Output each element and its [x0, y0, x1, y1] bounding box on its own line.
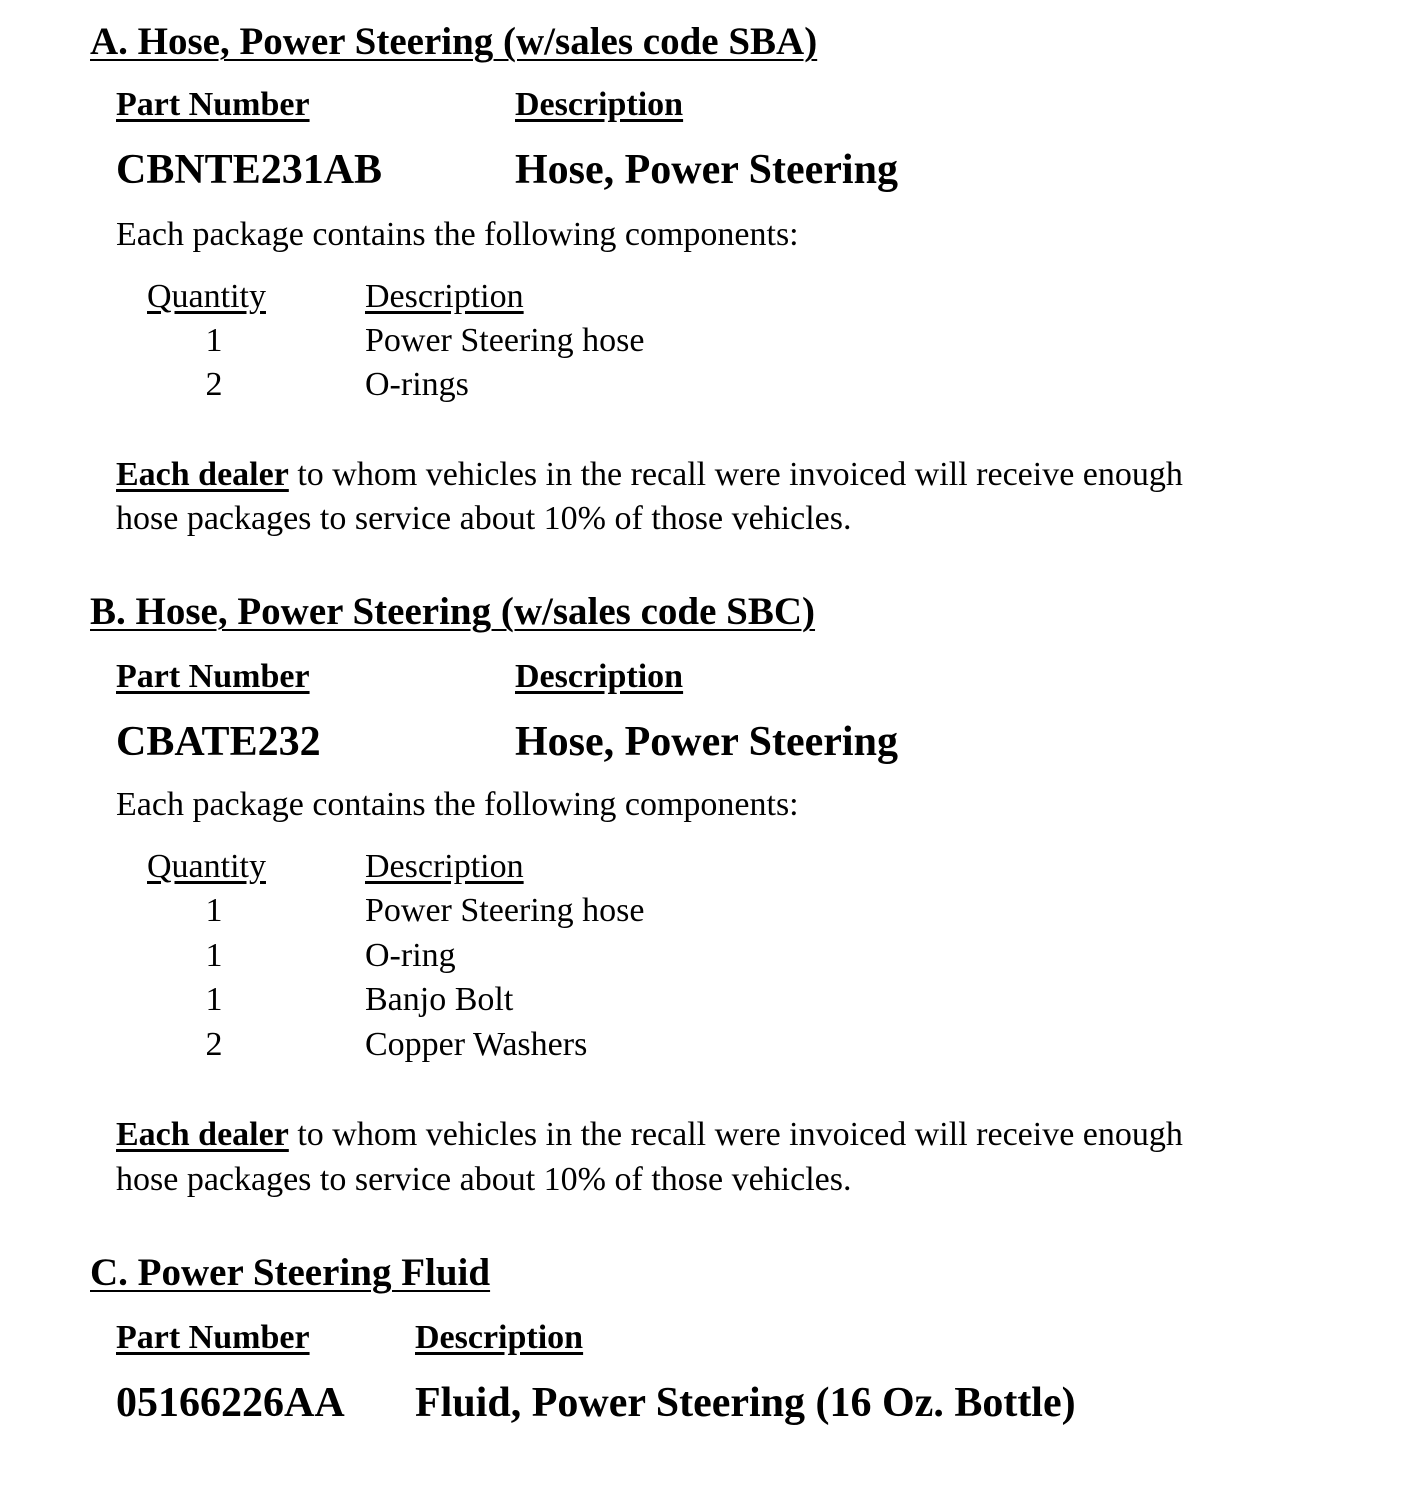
- dealer-note-line2: hose packages to service about 10% of those vehicles.: [116, 500, 852, 537]
- component-qty: 2: [205, 1026, 223, 1063]
- section-a-heading: A. Hose, Power Steering (w/sales code SBA): [90, 20, 818, 63]
- component-desc: Power Steering hose: [365, 892, 645, 929]
- section-b-heading: B. Hose, Power Steering (w/sales code SBC): [90, 590, 816, 633]
- component-qty: 1: [205, 981, 223, 1018]
- dealer-note-text: to whom vehicles in the recall were invoiced will receive enough: [288, 1116, 1183, 1153]
- part-number-header: Part Number: [116, 1319, 310, 1356]
- component-desc: Copper Washers: [365, 1026, 588, 1063]
- component-qty: 2: [205, 366, 223, 403]
- component-qty: 1: [205, 322, 223, 359]
- part-number-header: Part Number: [116, 658, 310, 695]
- part-number: CBATE232: [116, 719, 321, 765]
- description-header: Description: [515, 86, 684, 123]
- part-number: 05166226AA: [116, 1380, 345, 1426]
- component-description-header: Description: [365, 278, 524, 315]
- dealer-note-line2: hose packages to service about 10% of those vehicles.: [116, 1161, 852, 1198]
- component-desc: O-ring: [365, 937, 456, 974]
- dealer-note-bold: Each dealer: [116, 456, 289, 493]
- dealer-note-bold: Each dealer: [116, 1116, 289, 1153]
- component-desc: Banjo Bolt: [365, 981, 514, 1018]
- package-intro: Each package contains the following components:: [116, 786, 799, 823]
- part-number: CBNTE231AB: [116, 147, 383, 193]
- quantity-header: Quantity: [147, 848, 266, 885]
- part-description: Hose, Power Steering: [515, 719, 898, 765]
- component-qty: 1: [205, 937, 223, 974]
- dealer-note-text: to whom vehicles in the recall were invoiced will receive enough: [288, 456, 1183, 493]
- package-intro: Each package contains the following components:: [116, 216, 799, 253]
- section-c-heading: C. Power Steering Fluid: [90, 1251, 491, 1294]
- part-description: Fluid, Power Steering (16 Oz. Bottle): [415, 1380, 1076, 1426]
- component-description-header: Description: [365, 848, 524, 885]
- dealer-note-line1: [116, 452, 1183, 498]
- component-desc: Power Steering hose: [365, 322, 645, 359]
- part-number-header: Part Number: [116, 86, 310, 123]
- quantity-header: Quantity: [147, 278, 266, 315]
- component-qty: 1: [205, 892, 223, 929]
- description-header: Description: [415, 1319, 584, 1356]
- description-header: Description: [515, 658, 684, 695]
- dealer-note-line1: [116, 1112, 1183, 1158]
- component-desc: O-rings: [365, 366, 469, 403]
- part-description: Hose, Power Steering: [515, 147, 898, 193]
